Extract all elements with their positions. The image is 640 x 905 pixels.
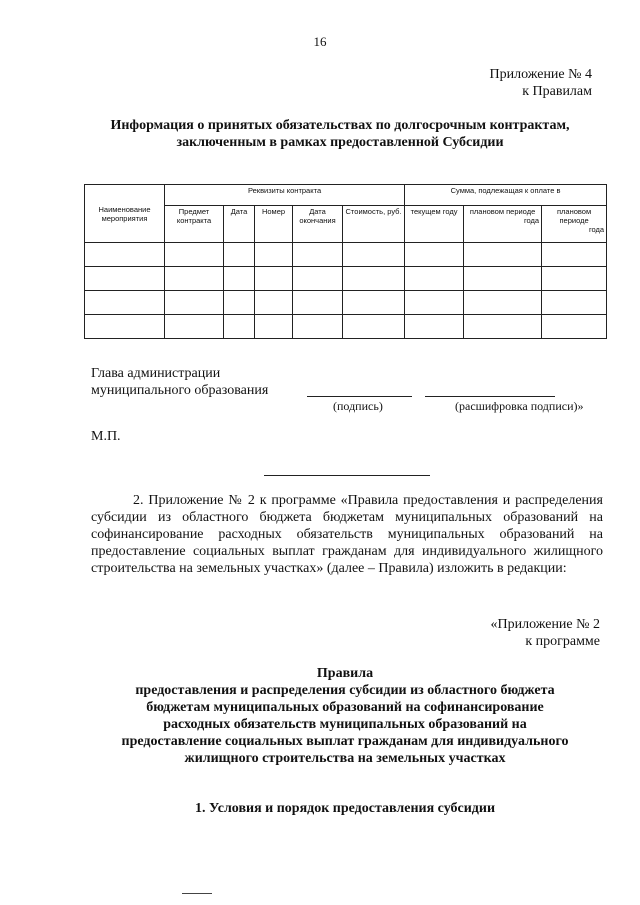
appendix-line-2: к Правилам (522, 84, 592, 99)
amendment-paragraph: 2. Приложение № 2 к программе «Правила предоставления и распределения субсидии из областного бюджета бюджетам муниципальных образований на софинансирование расходных обязательств муниципальных образований на предоставление социальных выплат гражданам для индивидуального жилищного строительства на земельных участках» (далее – Правила) изложить в редакции: (91, 493, 603, 576)
planned-period-1-label: плановом периоде (469, 207, 536, 216)
rules-line-4: предоставление социальных выплат гражданам для индивидуального (121, 734, 569, 749)
header-event-name: Наименование мероприятия (85, 185, 165, 243)
rules-line-2: бюджетам муниципальных образований на софинансирование (146, 700, 544, 715)
signature-caption: (подпись) (333, 399, 383, 413)
header-number: Номер (255, 206, 293, 243)
stamp-place: М.П. (91, 429, 121, 444)
rules-line-3: расходных обязательств муниципальных образований на (163, 717, 527, 732)
header-date: Дата (224, 206, 255, 243)
header-planned-period-1 (464, 206, 542, 243)
rules-title (80, 665, 610, 767)
signature-decode-line (425, 396, 555, 397)
page-number: 16 (313, 34, 327, 49)
table-header-row (85, 185, 607, 206)
appendix-line-1: Приложение № 4 (489, 67, 592, 82)
header-amount-due: Сумма, подлежащая к оплате в (405, 185, 607, 206)
table-row (85, 291, 607, 315)
signature-line (307, 396, 412, 397)
header-end-date: Дата окончания (293, 206, 343, 243)
appendix-2-reference (491, 616, 601, 650)
header-current-year: текущем году (405, 206, 464, 243)
planned-period-1-year: года (523, 216, 540, 225)
table-row (85, 267, 607, 291)
footer-mark (182, 893, 212, 894)
table-row (85, 315, 607, 339)
signatory-title (91, 365, 268, 399)
appendix-2-line-2: к программе (525, 634, 600, 649)
planned-period-2-label: плановом периоде (556, 207, 592, 225)
header-planned-period-2 (542, 206, 607, 243)
header-cost: Стоимость, руб. (343, 206, 405, 243)
rules-line-5: жилищного строительства на земельных участках (184, 751, 506, 766)
contracts-table (84, 184, 607, 339)
appendix-reference (490, 66, 593, 100)
section-heading: 1. Условия и порядок предоставления субсидии (194, 801, 496, 816)
document-title (60, 117, 620, 151)
signatory-line-2: муниципального образования (91, 383, 269, 398)
title-line-1: Информация о принятых обязательствах по долгосрочным контрактам, (110, 118, 570, 133)
header-contract-requisites: Реквизиты контракта (165, 185, 405, 206)
appendix-2-line-1: «Приложение № 2 (490, 617, 600, 632)
signature-decode-caption: (расшифровка подписи)» (455, 399, 584, 413)
title-line-2: заключенным в рамках предоставленной Субсидии (176, 135, 504, 150)
rules-line-1: предоставления и распределения субсидии из областного бюджета (135, 683, 555, 698)
header-subject: Предмет контракта (165, 206, 224, 243)
rules-heading: Правила (316, 666, 374, 681)
planned-period-2-year: года (588, 225, 605, 234)
signatory-line-1: Глава администрации (91, 366, 221, 381)
table-row (85, 243, 607, 267)
separator-line (264, 475, 430, 476)
